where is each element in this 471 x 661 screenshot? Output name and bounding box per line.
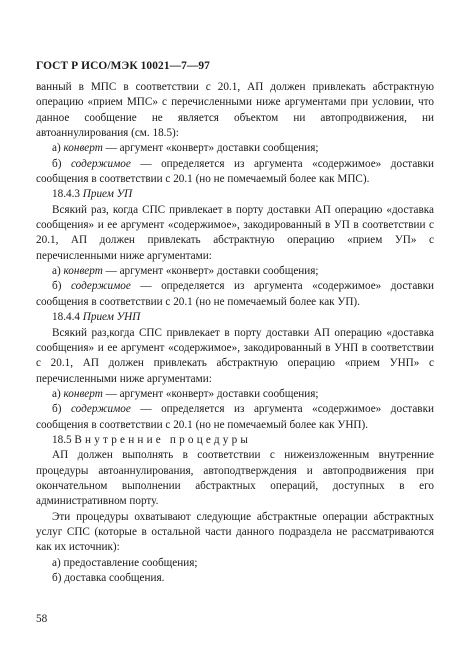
page-number: 58 <box>36 613 48 625</box>
list-item: а) предоставление сообщения; <box>52 556 198 569</box>
list-item-text: — определяется из аргумента «содержимое» доставки сообщения в соответствии с 20.1 (но не помечаемый более как МПС). <box>36 157 434 186</box>
paragraph: Всякий раз,когда СПС привлекает в порту доставки АП операцию «доставка сообщения» и ее аргумент «содержимое», закодированный в УНП в соответствии с 20.1, АП должен привлекать абстрактную операцию «прием УНП» с перечисленными ниже аргументами: <box>36 326 434 385</box>
term: конверт <box>63 142 103 155</box>
section-number: 18.5 <box>52 433 75 446</box>
list-item <box>36 264 434 279</box>
list-item <box>36 402 434 433</box>
section-heading <box>36 433 434 448</box>
list-marker: б) <box>52 403 71 416</box>
section-heading <box>36 187 434 202</box>
list-item-text: — определяется из аргумента «содержимое» доставки сообщения в соответствии с 20.1 (но не помечаемый более как УП). <box>36 280 434 308</box>
section-number: 18.4.4 <box>52 311 83 324</box>
list-item <box>36 141 434 156</box>
list-item-text: — аргумент «конверт» доставки сообщения; <box>102 265 319 278</box>
list-item-text: — определяется из аргумента «содержимое» доставки сообщения в соответствии с 20.1 (но не помечаемый более как УНП). <box>36 403 434 431</box>
document-header: ГОСТ Р ИСО/МЭК 10021—7—97 <box>36 60 210 72</box>
term: конверт <box>63 387 103 400</box>
list-item <box>36 279 434 310</box>
list-item <box>36 157 434 188</box>
paragraph: ванный в МПС в соответствии с 20.1, АП должен привлекать абстрактную операцию «прием МПС» с перечисленными ниже аргументами при условии, что данное сообщение не является объектом ни автопродвижения, ни автоаннулирования (см. 18.5): <box>36 81 434 140</box>
paragraph: Всякий раз, когда СПС привлекает в порту доставки АП операцию «доставка сообщения» и ее аргумент «содержимое», закодированный в УП в соответствии с 20.1, АП должен привлекать абстрактную операцию «прием УП» с перечисленными ниже аргументами: <box>36 203 434 262</box>
list-marker: б) <box>52 280 71 293</box>
section-number: 18.4.3 <box>52 188 83 201</box>
list-item <box>36 387 434 402</box>
section-title: Прием УП <box>82 188 133 201</box>
paragraph: АП должен выполнять в соответствии с нижеизложенным внутренние процедуры автоаннулирования, автоподтверждения и автопродвижения при окончательном выполнении абстрактных операций, доступных в его административном порту. <box>36 449 434 508</box>
term: содержимое <box>70 157 131 170</box>
list-marker: а) <box>52 265 64 278</box>
list-item: б) доставка сообщения. <box>52 572 165 584</box>
list-marker: а) <box>52 387 64 400</box>
section-title: Внутренние процедуры <box>74 433 252 446</box>
term: содержимое <box>70 403 131 416</box>
paragraph: Эти процедуры охватывают следующие абстрактные операции абстрактных услуг СПС (которые в остальной части данного подраздела не рассматриваются как их источник): <box>36 510 434 554</box>
list-item-text: — аргумент «конверт» доставки сообщения; <box>102 142 319 155</box>
list-item-text: — аргумент «конверт» доставки сообщения; <box>102 387 319 400</box>
document-body <box>36 80 434 586</box>
section-title: Прием УНП <box>82 311 141 324</box>
section-heading <box>36 310 434 325</box>
term: содержимое <box>70 280 131 293</box>
term: конверт <box>63 265 103 278</box>
list-marker: а) <box>52 142 64 155</box>
list-marker: б) <box>52 157 71 170</box>
